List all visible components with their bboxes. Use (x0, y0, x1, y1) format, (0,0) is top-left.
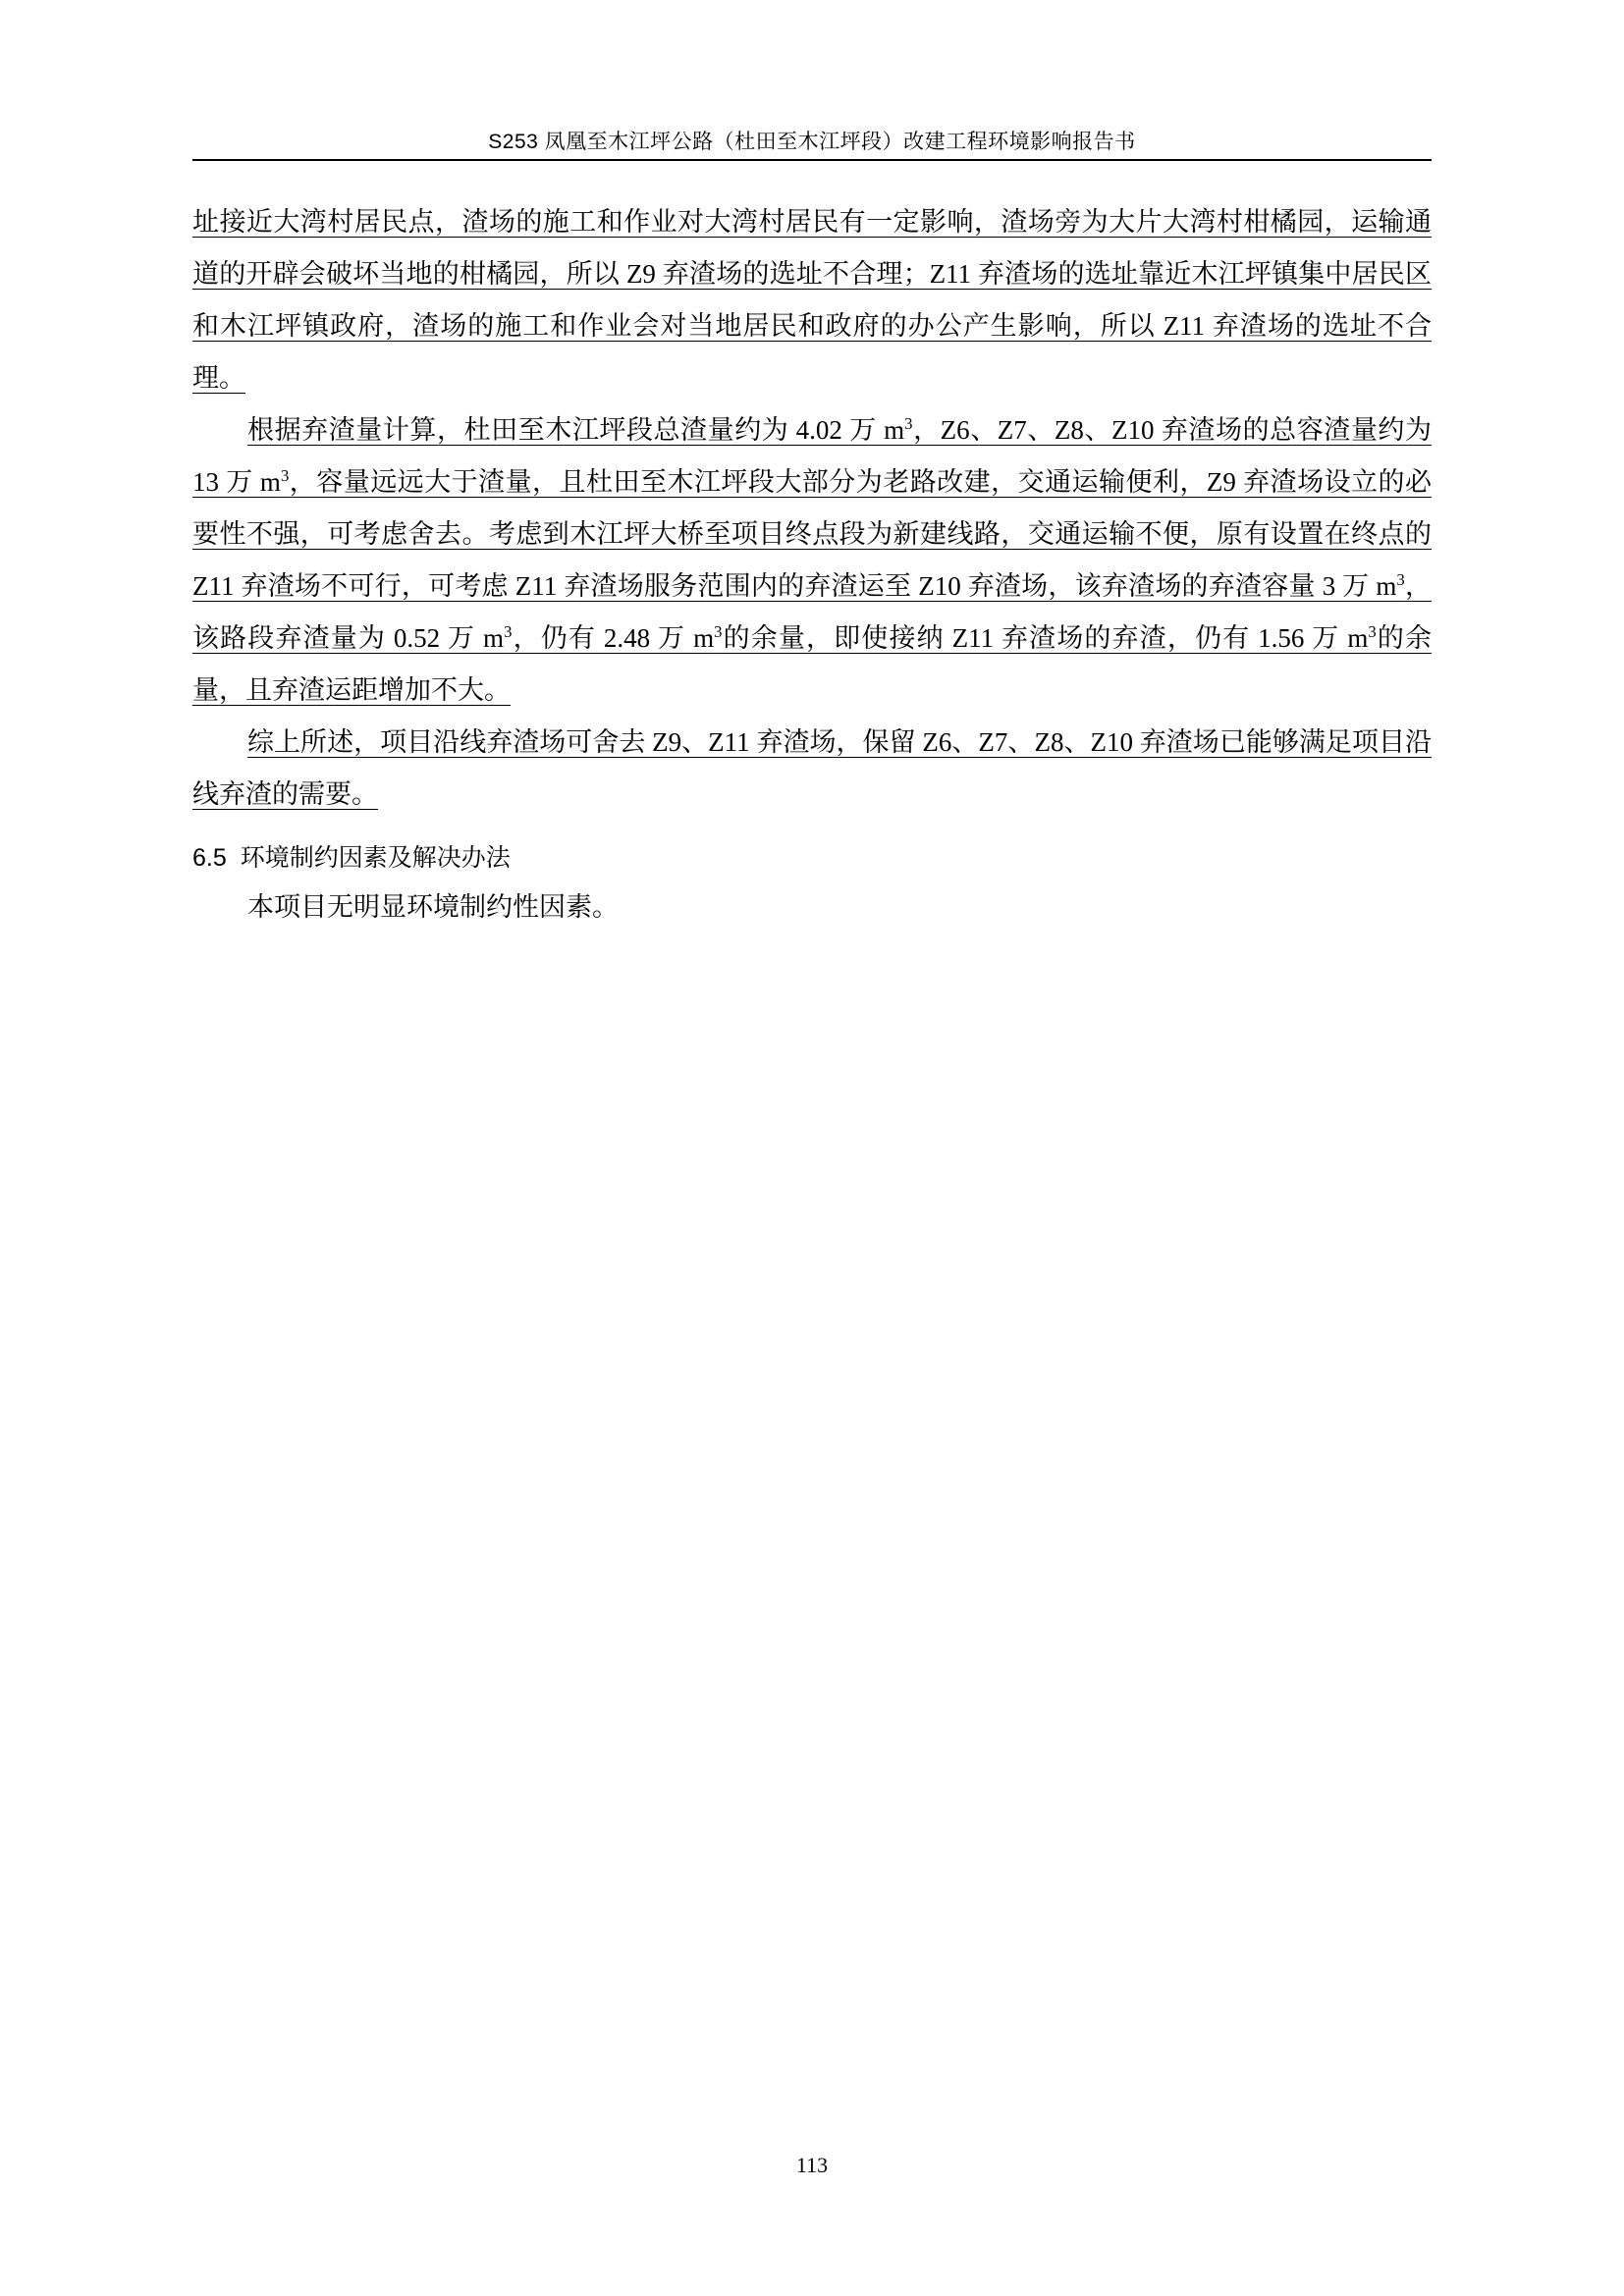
superscript-cubic-3: 3 (1396, 570, 1405, 589)
superscript-cubic-2: 3 (280, 466, 290, 485)
para2-segment-4: ，该路段弃渣量为 0.52 万 m (192, 571, 1432, 653)
superscript-cubic-5: 3 (714, 622, 723, 641)
section-number: 6.5 (192, 844, 227, 872)
page-number-footer: 113 (795, 2153, 829, 2177)
para2-segment-7: 的余量，且弃渣运距增加不大。 (192, 623, 1432, 705)
para2-segment-6: 的余量，即使接纳 Z11 弃渣场的弃渣，仍有 1.56 万 m (722, 623, 1369, 653)
superscript-cubic-1: 3 (904, 414, 913, 433)
section-title: 环境制约因素及解决办法 (240, 844, 511, 872)
para2-segment-5: ，仍有 2.48 万 m (512, 623, 715, 653)
superscript-cubic-6: 3 (1368, 622, 1377, 641)
page-header-title: S253 凤凰至木江坪公路（杜田至木江坪段）改建工程环境影响报告书 (488, 131, 1136, 153)
superscript-cubic-4: 3 (504, 622, 513, 641)
section-heading-6-5 (192, 834, 1432, 881)
para2-segment-2: ，Z6、Z7、Z8、Z10 弃渣场的总容渣量约为 13 万 m (192, 415, 1432, 497)
document-body (192, 196, 1432, 934)
paragraph-summary-conclusion: 综上所述，项目沿线弃渣场可舍去 Z9、Z11 弃渣场，保留 Z6、Z7、Z8、Z10 弃渣场已能够满足项目沿线弃渣的需要。 (192, 727, 1432, 809)
header-divider (192, 159, 1432, 161)
para2-segment-1: 根据弃渣量计算，杜田至木江坪段总渣量约为 4.02 万 m (247, 415, 905, 445)
paragraph-waste-site-unsuitable: 址接近大湾村居民点，渣场的施工和作业对大湾村居民有一定影响，渣场旁为大片大湾村柑橘园，运输通道的开辟会破坏当地的柑橘园，所以 Z9 弃渣场的选址不合理；Z11 弃渣场的选址靠近木江坪镇集中居民区和木江坪镇政府，渣场的施工和作业会对当地居民和政府的办公产生影响，所以 Z11 弃渣场的选址不合理。 (192, 207, 1432, 393)
para2-segment-3: ，容量远远大于渣量，且杜田至木江坪段大部分为老路改建，交通运输便利，Z9 弃渣场设立的必要性不强，可考虑舍去。考虑到木江坪大桥至项目终点段为新建线路，交通运输不便，原有设置在终点的 Z11 弃渣场不可行，可考虑 Z11 弃渣场服务范围内的弃渣运至 Z10 弃渣场，该弃渣场的弃渣容量 3 万 m (192, 467, 1432, 601)
paragraph-no-constraints: 本项目无明显环境制约性因素。 (247, 892, 619, 922)
paragraph-waste-volume-calculation (192, 404, 1432, 717)
